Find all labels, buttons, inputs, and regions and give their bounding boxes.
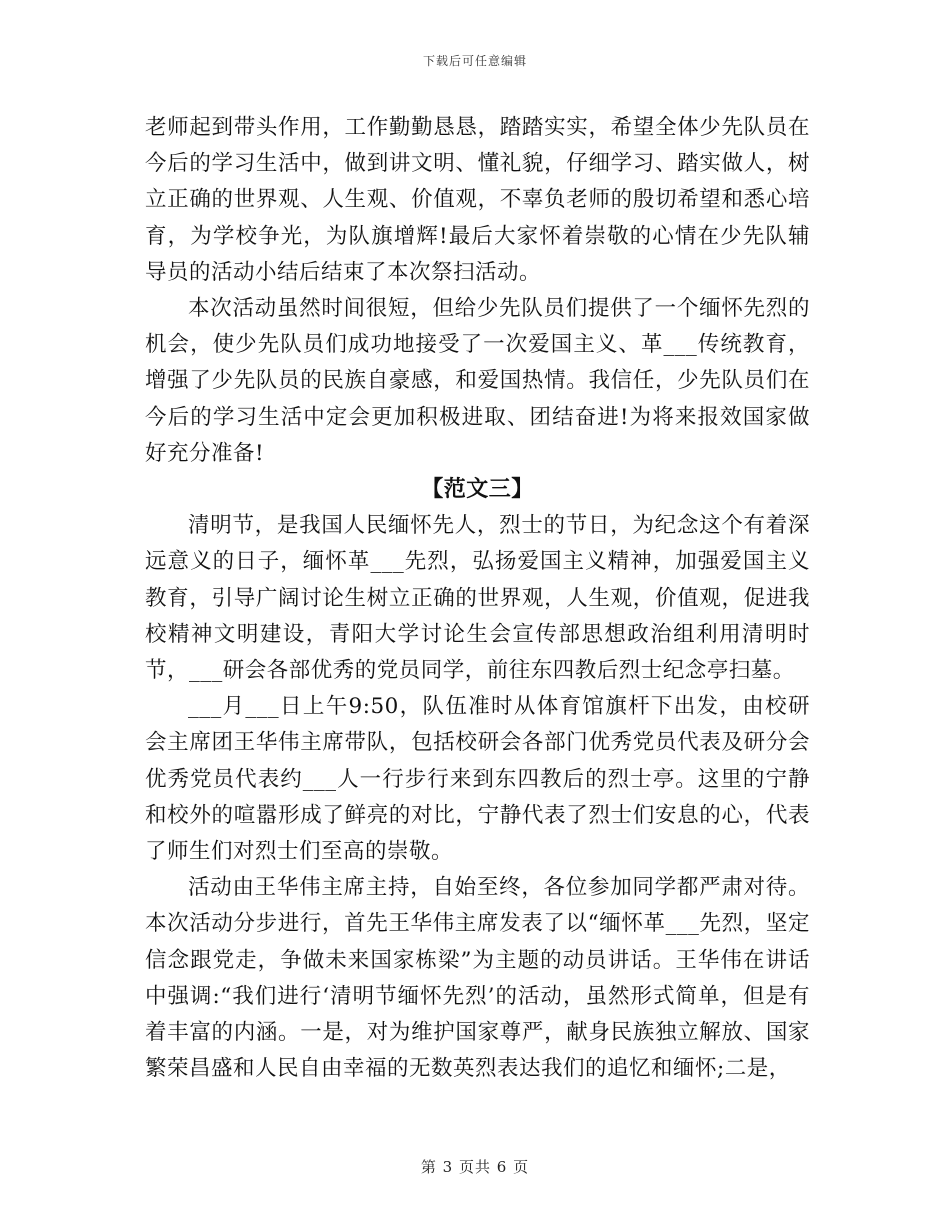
section-title: 【范文三】 (421, 477, 534, 503)
paragraph-event-details: ___月___日上午9:50，队伍准时从体育馆旗杆下出发，由校研会主席团王华伟主席带队，包括校研会各部门优秀党员代表及研分会优秀党员代表约___人一行步行来到东四教后的烈士亭。这里的宁静和校外的喧嚣形成了鲜亮的对比，宁静代表了烈士们安息的心，代表了师生们对烈士们至高的崇敬。 (145, 694, 810, 865)
page-header: 下载后可任意编辑 (422, 54, 527, 68)
page-footer: 第 3 页共 6 页 (420, 1158, 530, 1176)
paragraph-qingming-intro: 清明节，是我国人民缅怀先人，烈士的节日，为纪念这个有着深远意义的日子，缅怀革___先烈，弘扬爱国主义精神，加强爱国主义教育，引导广阔讨论生树立正确的世界观，人生观，价值观，促进我校精神文明建设，青阳大学讨论生会宣传部思想政治组利用清明时节，___研会各部优秀的党员同学，前往东四教后烈士纪念亭扫墓。 (145, 513, 810, 684)
paragraph-continuation: 老师起到带头作用，工作勤勤恳恳，踏踏实实，希望全体少先队员在今后的学习生活中，做到讲文明、懂礼貌，仔细学习、踏实做人，树立正确的世界观、人生观、价值观，不辜负老师的殷切希望和悉心培育，为学校争光，为队旗增辉!最后大家怀着崇敬的心情在少先队辅导员的活动小结后结束了本次祭扫活动。 (145, 115, 810, 285)
paragraph-speech: 活动由王华伟主席主持，自始至终，各位参加同学都严肃对待。本次活动分步进行，首先王华伟主席发表了以“缅怀革___先烈，坚定信念跟党走，争做未来国家栋梁”为主题的动员讲话。王华伟在讲话中强调:“我们进行‘清明节缅怀先烈’的活动，虽然形式简单，但是有着丰富的内涵。一是，对为维护国家尊严，献身民族独立解放、国家繁荣昌盛和人民自由幸福的无数英烈表达我们的追忆和缅怀;二是， (145, 875, 810, 1082)
paragraph-activity-summary: 本次活动虽然时间很短，但给少先队员们提供了一个缅怀先烈的机会，使少先队员们成功地接受了一次爱国主义、革___传统教育，增强了少先队员的民族自豪感，和爱国热情。我信任，少先队员们在今后的学习生活中定会更加积极进取、团结奋进!为将来报效国家做好充分准备! (145, 296, 810, 466)
document-body (145, 110, 810, 1087)
